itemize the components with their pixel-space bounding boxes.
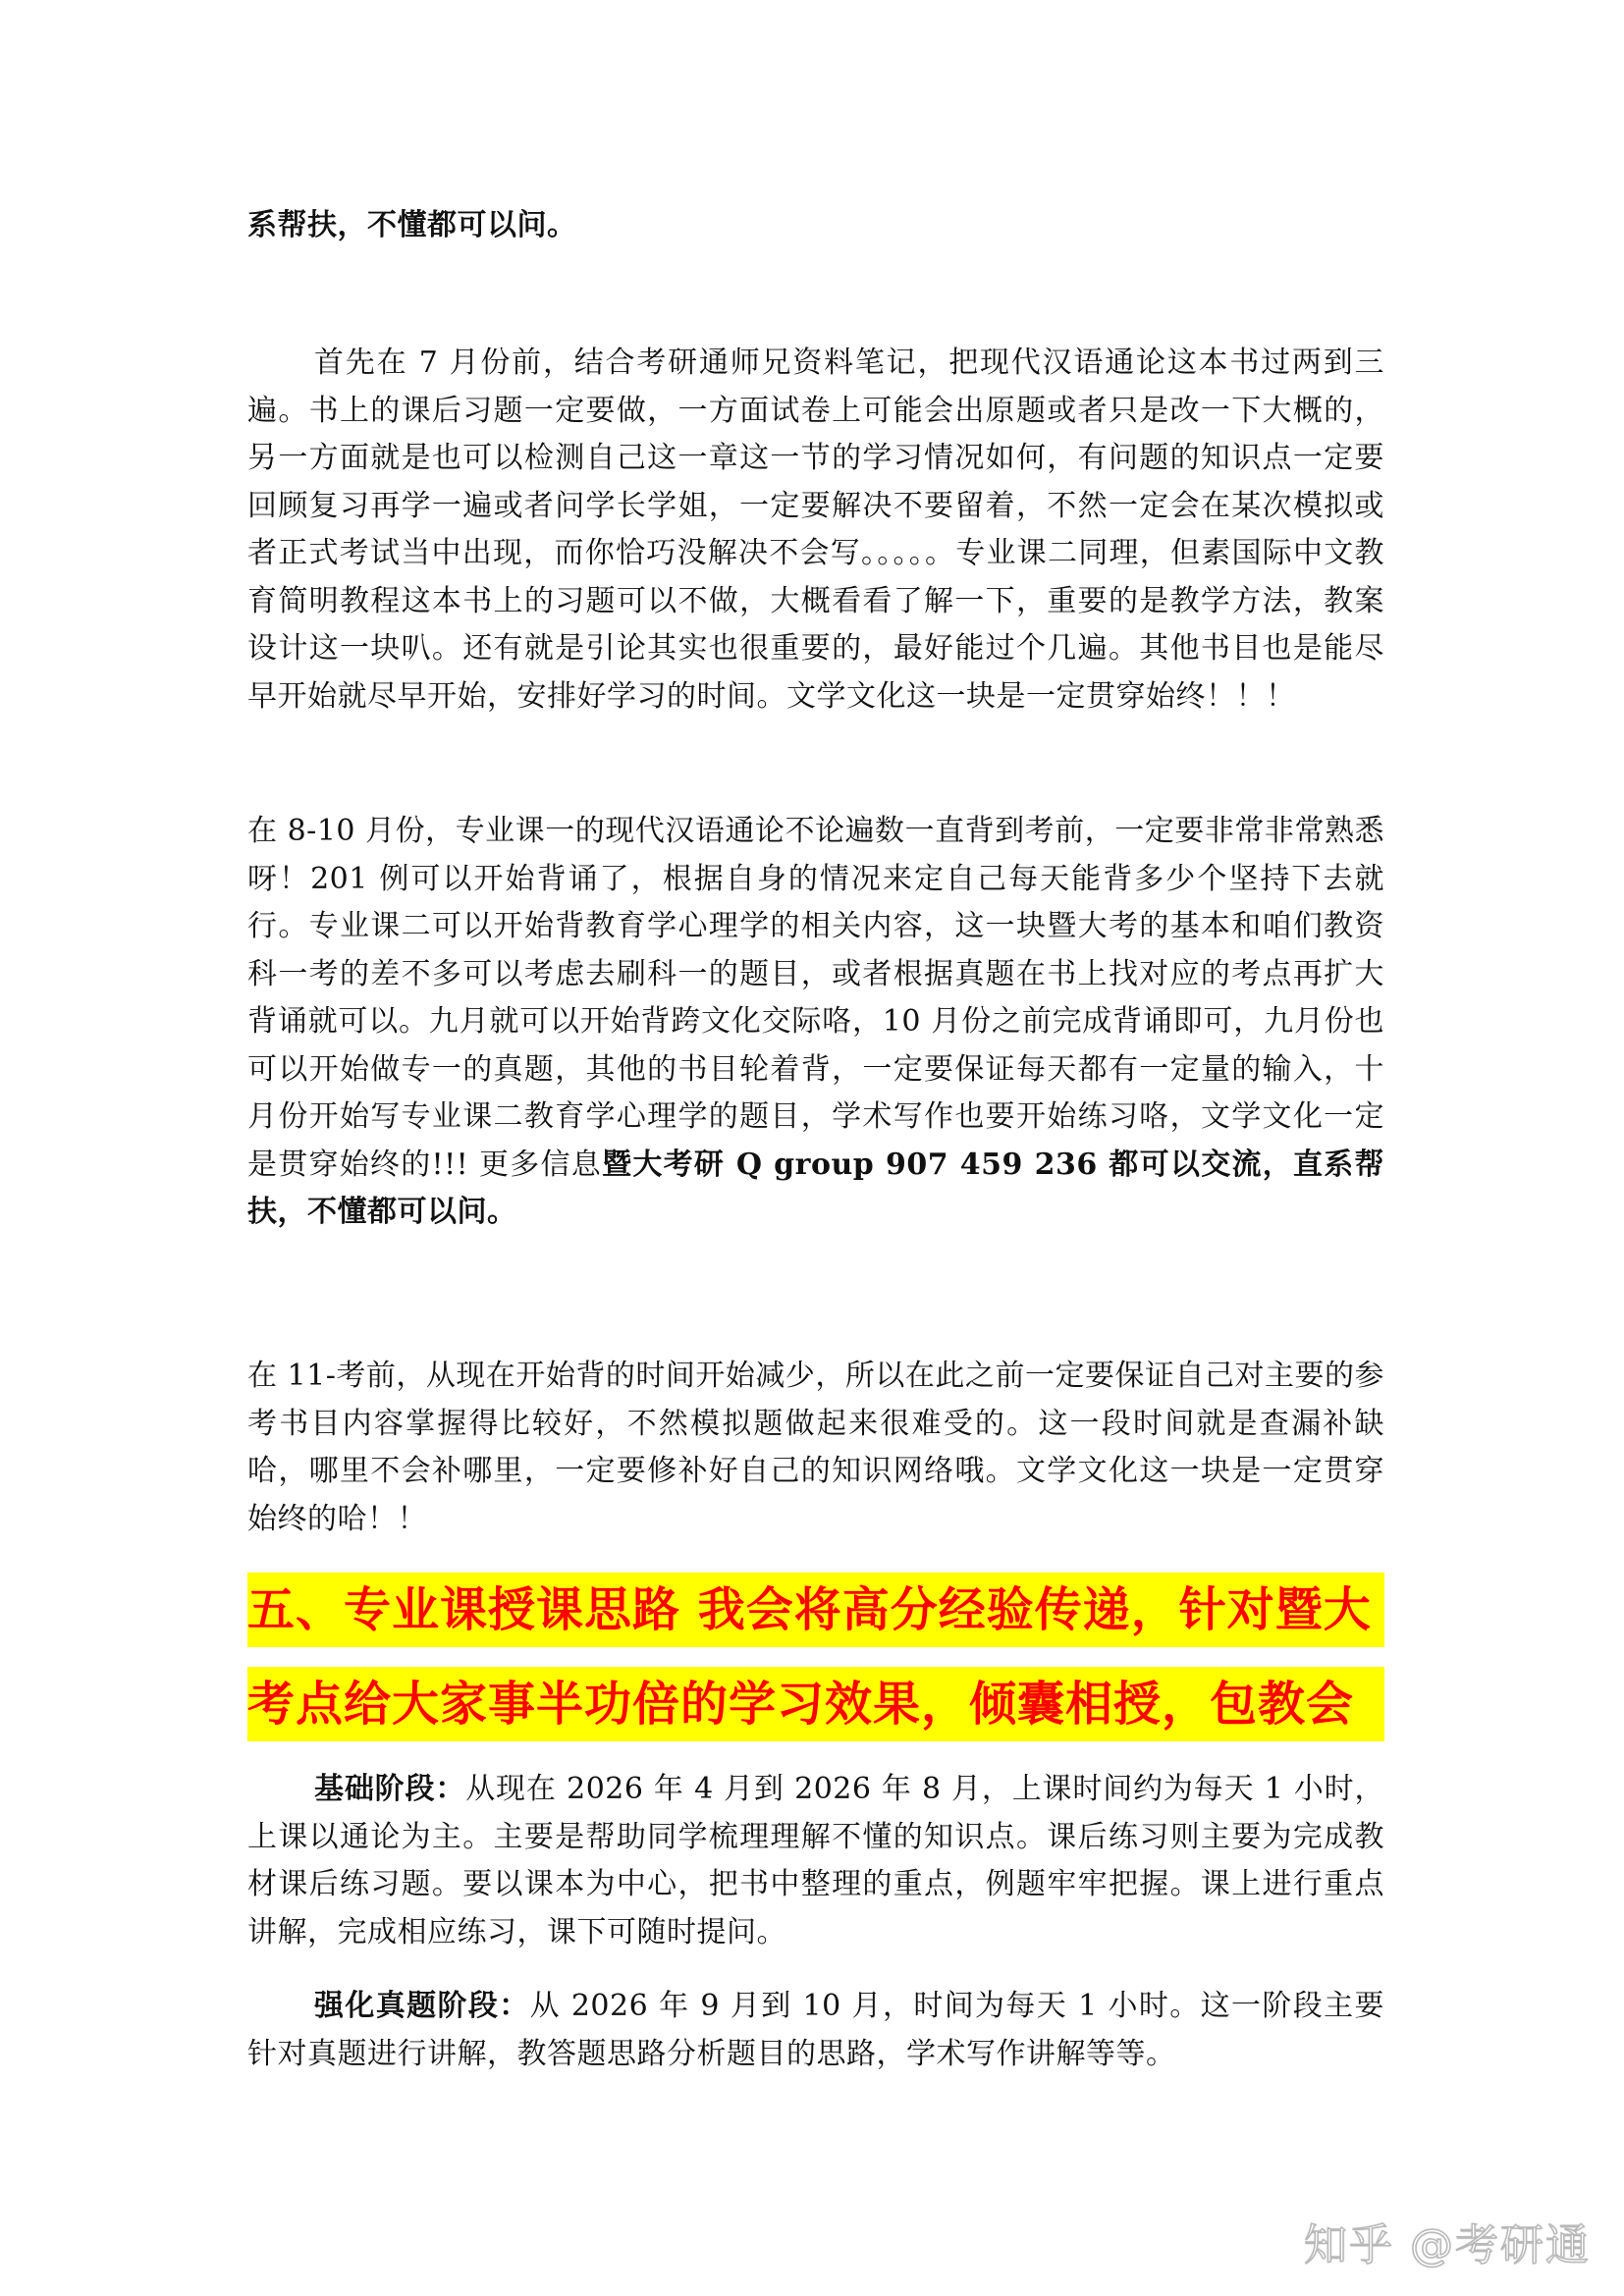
zhihu-watermark: 知乎 @考研通	[1304, 2220, 1591, 2270]
intensive-stage-paragraph	[247, 1983, 1384, 2078]
basic-stage-paragraph	[247, 1766, 1384, 1956]
basic-stage-text: 从现在 2026 年 4 月到 2026 年 8 月，上课时间约为每天 1 小时，上课以通论为主。主要是帮助同学梳理理解不懂的知识点。课后练习则主要为完成教材课后练习题。要以课本为中心，把书中整理的重点，例题牢牢把握。课上进行重点讲解，完成相应练习，课下可随时提问。	[247, 1772, 1384, 1949]
basic-stage-label: 基础阶段：	[314, 1772, 466, 1806]
section-heading-line-2: 考点给大家事半功倍的学习效果，倾囊相授，包教会	[247, 1667, 1384, 1741]
intensive-stage-text: 从 2026 年 9 月到 10 月，时间为每天 1 小时。这一阶段主要针对真题进行讲解，教答题思路分析题目的思路，学术写作讲解等等。	[247, 1989, 1385, 2071]
contact-info: 暨大考研 Q group 907 459 236 都可以交流，直系帮扶，不懂都可以问。	[247, 1147, 1385, 1229]
intensive-stage-label: 强化真题阶段：	[314, 1989, 530, 2023]
paragraph-aug-oct-text: 在 8-10 月份，专业课一的现代汉语通论不论遍数一直背到考前，一定要非常非常熟悉呀！201 例可以开始背诵了，根据自身的情况来定自己每天能背多少个坚持下去就行。专业课二可以开始背教育学心理学的相关内容，这一块暨大考的基本和咱们教资科一考的差不多可以考虑去刷科一的题目，或者根据真题在书上找对应的考点再扩大背诵就可以。九月就可以开始背跨文化交际咯，10 月份之前完成背诵即可，九月份也可以开始做专一的真题，其他的书目轮着背，一定要保证每天都有一定量的输入，十月份开始写专业课二教育学心理学的题目，学术写作也要开始练习咯，文学文化一定是贯穿始终的!!! 更多信息	[247, 814, 1384, 1182]
paragraph-before-july: 首先在 7 月份前，结合考研通师兄资料笔记，把现代汉语通论这本书过两到三遍。书上的课后习题一定要做，一方面试卷上可能会出原题或者只是改一下大概的，另一方面就是也可以检测自己这一章这一节的学习情况如何，有问题的知识点一定要回顾复习再学一遍或者问学长学姐，一定要解决不要留着，不然一定会在某次模拟或者正式考试当中出现，而你恰巧没解决不会写。。。。。专业课二同理，但素国际中文教育简明教程这本书上的习题可以不做，大概看看了解一下，重要的是教学方法，教案设计这一块叭。还有就是引论其实也很重要的，最好能过个几遍。其他书目也是能尽早开始就尽早开始，安排好学习的时间。文学文化这一块是一定贯穿始终！！！	[247, 346, 1384, 714]
section-heading-line-1: 五、专业课授课思路 我会将高分经验传递，针对暨大	[247, 1573, 1384, 1647]
continuation-line: 系帮扶，不懂都可以问。	[247, 208, 577, 242]
paragraph-nov-exam: 在 11-考前，从现在开始背的时间开始减少，所以在此之前一定要保证自己对主要的参考书目内容掌握得比较好，不然模拟题做起来很难受的。这一段时间就是查漏补缺哈，哪里不会补哪里，一定要修补好自己的知识网络哦。文学文化这一块是一定贯穿始终的哈！！	[247, 1359, 1384, 1536]
paragraph-aug-oct	[247, 808, 1384, 1237]
